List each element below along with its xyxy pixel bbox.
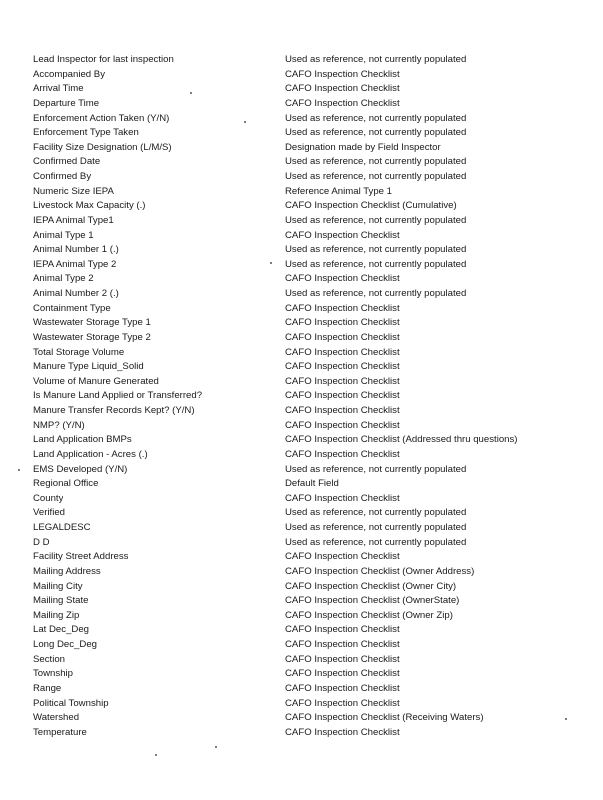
field-name: NMP? (Y/N) xyxy=(33,419,85,431)
list-item xyxy=(0,258,603,273)
field-source: CAFO Inspection Checklist xyxy=(285,624,400,636)
list-item xyxy=(0,155,603,170)
field-source: CAFO Inspection Checklist xyxy=(285,68,400,80)
field-name: Mailing State xyxy=(33,595,89,607)
list-item xyxy=(0,53,603,68)
list-item xyxy=(0,68,603,83)
field-name: Verified xyxy=(33,507,65,519)
field-name: Confirmed Date xyxy=(33,156,101,168)
field-name: Wastewater Storage Type 2 xyxy=(33,331,151,343)
list-item xyxy=(0,726,603,741)
field-name: Accompanied By xyxy=(33,68,105,80)
field-name: Animal Type 2 xyxy=(33,273,94,285)
field-source: CAFO Inspection Checklist xyxy=(285,682,400,694)
scan-speck xyxy=(18,469,20,471)
list-item xyxy=(0,550,603,565)
field-source: CAFO Inspection Checklist xyxy=(285,331,400,343)
field-source: CAFO Inspection Checklist xyxy=(285,492,400,504)
field-source: Used as reference, not currently populated xyxy=(285,127,467,139)
list-item xyxy=(0,448,603,463)
field-name: Animal Type 1 xyxy=(33,229,94,241)
field-source: Used as reference, not currently populated xyxy=(285,244,467,256)
list-item xyxy=(0,82,603,97)
list-item xyxy=(0,521,603,536)
list-item xyxy=(0,623,603,638)
field-source: Used as reference, not currently populated xyxy=(285,536,467,548)
list-item xyxy=(0,433,603,448)
field-source: CAFO Inspection Checklist xyxy=(285,229,400,241)
field-name: Enforcement Action Taken (Y/N) xyxy=(33,112,170,124)
scan-speck xyxy=(270,262,272,264)
list-item xyxy=(0,199,603,214)
field-source: CAFO Inspection Checklist xyxy=(285,83,400,95)
field-source: CAFO Inspection Checklist xyxy=(285,419,400,431)
scan-speck xyxy=(155,754,157,756)
field-name: Manure Type Liquid_Solid xyxy=(33,361,144,373)
field-source: Default Field xyxy=(285,478,339,490)
field-name: Lead Inspector for last inspection xyxy=(33,54,174,65)
field-name: Wastewater Storage Type 1 xyxy=(33,317,151,329)
field-name: LEGALDESC xyxy=(33,522,91,533)
scan-speck xyxy=(190,92,192,94)
list-item xyxy=(0,141,603,156)
list-item xyxy=(0,287,603,302)
field-source: CAFO Inspection Checklist (Addressed thru questions) xyxy=(285,434,518,446)
field-source-list xyxy=(0,53,603,740)
list-item xyxy=(0,653,603,668)
field-source: CAFO Inspection Checklist xyxy=(285,551,400,563)
field-name: Lat Dec_Deg xyxy=(33,624,89,636)
list-item xyxy=(0,580,603,595)
field-name: Section xyxy=(33,653,65,665)
list-item xyxy=(0,346,603,361)
field-name: IEPA Animal Type1 xyxy=(33,214,114,226)
list-item xyxy=(0,492,603,507)
field-source: CAFO Inspection Checklist xyxy=(285,448,400,460)
list-item xyxy=(0,536,603,551)
list-item xyxy=(0,638,603,653)
field-source: CAFO Inspection Checklist (Owner City) xyxy=(285,580,457,592)
field-source: CAFO Inspection Checklist (Owner Zip) xyxy=(285,609,453,621)
field-source: CAFO Inspection Checklist xyxy=(285,726,400,738)
scan-speck xyxy=(215,746,217,748)
list-item xyxy=(0,360,603,375)
field-name: Numeric Size IEPA xyxy=(33,185,114,197)
list-item xyxy=(0,711,603,726)
list-item xyxy=(0,185,603,200)
field-name: D D xyxy=(33,536,50,548)
field-source: Used as reference, not currently populated xyxy=(285,214,467,226)
field-name: Land Application BMPs xyxy=(33,434,132,446)
field-name: IEPA Animal Type 2 xyxy=(33,258,117,270)
field-source: Reference Animal Type 1 xyxy=(285,185,393,197)
field-name: Township xyxy=(33,668,73,680)
field-source: CAFO Inspection Checklist xyxy=(285,653,400,665)
field-name: Arrival Time xyxy=(33,83,84,95)
scan-speck xyxy=(244,121,246,123)
field-name: Volume of Manure Generated xyxy=(33,375,159,387)
list-item xyxy=(0,112,603,127)
list-item xyxy=(0,667,603,682)
list-item xyxy=(0,126,603,141)
field-source: CAFO Inspection Checklist xyxy=(285,361,400,373)
list-item xyxy=(0,170,603,185)
field-source: CAFO Inspection Checklist xyxy=(285,697,400,709)
field-name: Containment Type xyxy=(33,302,111,314)
field-name: Land Application - Acres (.) xyxy=(33,448,148,460)
list-item xyxy=(0,389,603,404)
field-name: Manure Transfer Records Kept? (Y/N) xyxy=(33,405,195,416)
list-item xyxy=(0,214,603,229)
field-name: EMS Developed (Y/N) xyxy=(33,463,128,475)
list-item xyxy=(0,419,603,434)
field-source: Designation made by Field Inspector xyxy=(285,141,441,153)
field-source: Used as reference, not currently populated xyxy=(285,507,467,519)
field-source: Used as reference, not currently populated xyxy=(285,156,467,168)
field-source: Used as reference, not currently populated xyxy=(285,258,467,270)
list-item xyxy=(0,697,603,712)
list-item xyxy=(0,609,603,624)
field-source: CAFO Inspection Checklist xyxy=(285,346,400,358)
field-name: Facility Size Designation (L/M/S) xyxy=(33,141,172,153)
field-name: Range xyxy=(33,682,62,694)
field-name: Watershed xyxy=(33,712,80,724)
field-source: Used as reference, not currently populated xyxy=(285,522,467,533)
field-source: Used as reference, not currently populated xyxy=(285,463,467,475)
field-source: CAFO Inspection Checklist xyxy=(285,639,400,650)
field-source: Used as reference, not currently populated xyxy=(285,54,467,65)
field-source: CAFO Inspection Checklist (Cumulative) xyxy=(285,200,457,212)
list-item xyxy=(0,97,603,112)
field-name: Animal Number 2 (.) xyxy=(33,288,119,299)
list-item xyxy=(0,682,603,697)
field-source: CAFO Inspection Checklist (OwnerState) xyxy=(285,595,460,607)
list-item xyxy=(0,565,603,580)
field-name: Facility Street Address xyxy=(33,551,129,563)
list-item xyxy=(0,594,603,609)
list-item xyxy=(0,506,603,521)
field-source: Used as reference, not currently populated xyxy=(285,112,467,124)
field-name: Mailing Address xyxy=(33,565,101,577)
field-name: Animal Number 1 (.) xyxy=(33,244,119,256)
list-item xyxy=(0,463,603,478)
scan-speck xyxy=(565,718,567,720)
field-name: Confirmed By xyxy=(33,171,92,182)
field-name: Total Storage Volume xyxy=(33,346,125,358)
list-item xyxy=(0,272,603,287)
list-item xyxy=(0,404,603,419)
list-item xyxy=(0,229,603,244)
field-name: Mailing City xyxy=(33,580,83,592)
field-source: CAFO Inspection Checklist (Owner Address) xyxy=(285,565,475,577)
field-source: CAFO Inspection Checklist (Receiving Waters) xyxy=(285,712,484,724)
field-name: Regional Office xyxy=(33,478,99,490)
field-name: Long Dec_Deg xyxy=(33,639,98,650)
field-source: CAFO Inspection Checklist xyxy=(285,273,400,285)
field-name: Enforcement Type Taken xyxy=(33,127,139,139)
list-item xyxy=(0,331,603,346)
field-source: CAFO Inspection Checklist xyxy=(285,97,400,109)
field-source: Used as reference, not currently populated xyxy=(285,288,467,299)
field-name: Livestock Max Capacity (.) xyxy=(33,200,146,212)
field-source: CAFO Inspection Checklist xyxy=(285,317,400,329)
field-source: CAFO Inspection Checklist xyxy=(285,405,400,416)
field-source: CAFO Inspection Checklist xyxy=(285,375,400,387)
field-source: CAFO Inspection Checklist xyxy=(285,390,400,402)
list-item xyxy=(0,477,603,492)
list-item xyxy=(0,243,603,258)
field-source: CAFO Inspection Checklist xyxy=(285,302,400,314)
field-name: Political Township xyxy=(33,697,109,709)
field-name: Departure Time xyxy=(33,97,100,109)
field-source: CAFO Inspection Checklist xyxy=(285,668,400,680)
field-name: Temperature xyxy=(33,726,87,738)
list-item xyxy=(0,302,603,317)
field-source: Used as reference, not currently populated xyxy=(285,171,467,182)
list-item xyxy=(0,316,603,331)
list-item xyxy=(0,375,603,390)
field-name: County xyxy=(33,492,64,504)
field-name: Mailing Zip xyxy=(33,609,80,621)
field-name: Is Manure Land Applied or Transferred? xyxy=(33,390,203,402)
